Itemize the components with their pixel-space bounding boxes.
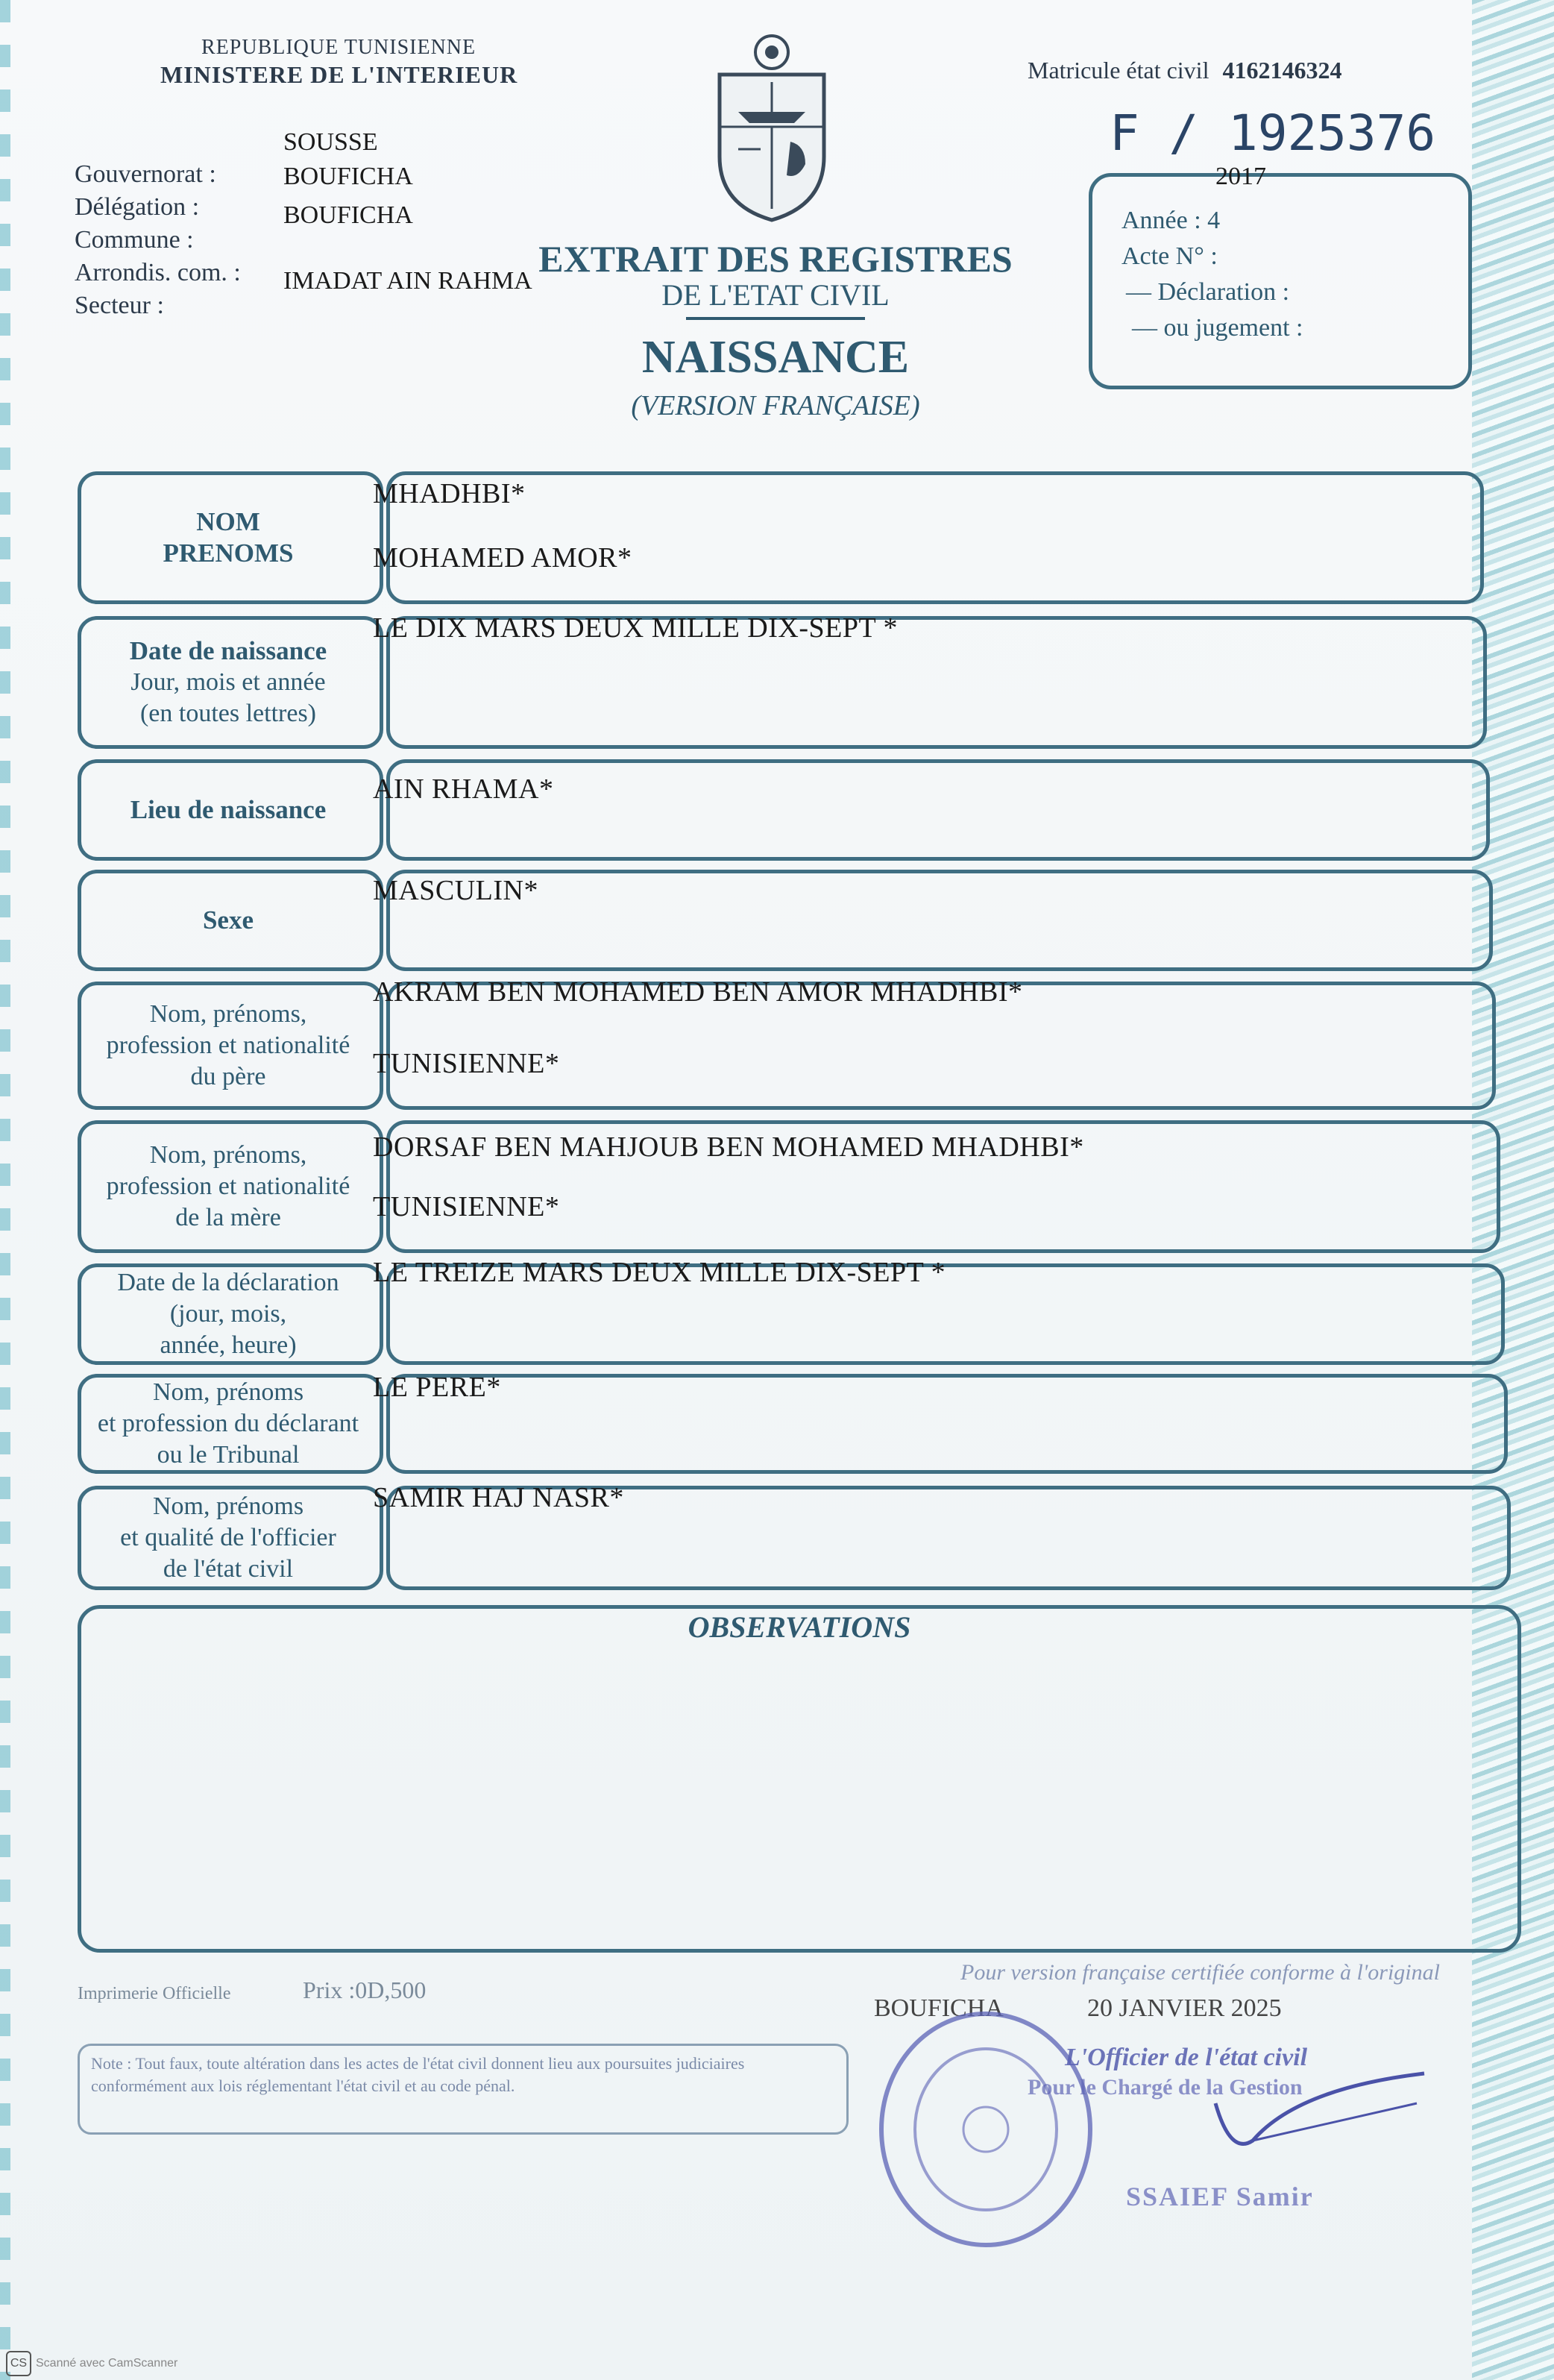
row-label xyxy=(78,982,379,1110)
row-value: LE TREIZE MARS DEUX MILLE DIX-SEPT * xyxy=(373,1257,946,1288)
admin-labels xyxy=(75,158,241,322)
left-edge-pattern xyxy=(0,0,10,2380)
row-label-line: et qualité de l'officier xyxy=(120,1524,336,1551)
title-line1: EXTRAIT DES REGISTRES xyxy=(538,238,1013,280)
officer-role: Pour le Chargé de la Gestion xyxy=(1028,2075,1303,2100)
officer-title: L'Officier de l'état civil xyxy=(1065,2044,1308,2071)
place-label: BOUFICHA xyxy=(874,1994,1004,2022)
arrondissement-label: Arrondis. com. : xyxy=(75,259,241,286)
camscanner-logo-icon: CS xyxy=(6,2351,31,2376)
row-value: AIN RHAMA* xyxy=(373,773,554,805)
observations-box xyxy=(78,1605,1521,1953)
row-value: MHADHBI* xyxy=(373,478,526,509)
row-value: AKRAM BEN MOHAMED BEN AMOR MHADHBI* xyxy=(373,976,1023,1008)
observations-title: OBSERVATIONS xyxy=(688,1610,911,1644)
annee-label: Année : 4 xyxy=(1122,207,1221,234)
serial-prefix: F / xyxy=(1110,104,1199,162)
row-label-line: Nom, prénoms xyxy=(152,1378,304,1406)
row-label-line: Date de la déclaration xyxy=(117,1269,339,1296)
row-label-line: de la mère xyxy=(175,1204,281,1231)
row-label-line: profession et nationalité xyxy=(106,1032,350,1059)
commune-label: Commune : xyxy=(75,226,194,254)
secteur-label: Secteur : xyxy=(75,292,164,319)
row-value: TUNISIENNE* xyxy=(373,1048,560,1079)
row-label-line: de l'état civil xyxy=(163,1555,294,1583)
matricule-label: Matricule état civil xyxy=(1028,57,1209,84)
row-label-bold: PRENOMS xyxy=(163,539,294,568)
row-label xyxy=(78,471,379,604)
delegation-value: BOUFICHA xyxy=(283,163,413,190)
note-text: Note : Tout faux, toute altération dans les actes de l'état civil donnent lieu aux poursuites judiciaires conformément aux lois réglementant l'état civil et au code pénal. xyxy=(91,2054,745,2095)
imprimerie-label: Imprimerie Officielle xyxy=(78,1984,231,2003)
title-version: (VERSION FRANÇAISE) xyxy=(631,390,920,421)
title-line2: DE L'ETAT CIVIL xyxy=(661,278,890,312)
certified-label: Pour version française certifiée conforme à l'original xyxy=(960,1960,1440,1985)
row-label-line: ou le Tribunal xyxy=(157,1441,300,1469)
row-label xyxy=(78,870,379,971)
row-label-bold: Date de naissance xyxy=(129,636,327,665)
row-value-box xyxy=(386,870,1493,971)
row-label-line: Nom, prénoms xyxy=(152,1492,304,1520)
row-label xyxy=(78,1263,379,1365)
scanner-label: Scanné avec CamScanner xyxy=(36,2357,178,2370)
acte-number-label: Acte N° : xyxy=(1122,242,1218,270)
matricule-value: 4162146324 xyxy=(1222,57,1342,84)
row-label-line: (jour, mois, xyxy=(169,1300,287,1328)
title-underline xyxy=(686,317,865,320)
row-label xyxy=(78,759,379,861)
municipal-stamp-icon xyxy=(874,2006,1098,2252)
delegation-label: Délégation : xyxy=(75,193,200,221)
date-label: 20 JANVIER 2025 xyxy=(1087,1994,1282,2022)
gouvernorat-value: SOUSSE xyxy=(283,128,378,156)
jugement-label: — ou jugement : xyxy=(1132,314,1303,342)
row-value-box xyxy=(386,1374,1508,1474)
ministry-label: MINISTERE DE L'INTERIEUR xyxy=(160,61,518,88)
row-value: LE DIX MARS DEUX MILLE DIX-SEPT * xyxy=(373,612,898,644)
gouvernorat-label: Gouvernorat : xyxy=(75,160,216,188)
row-value: SAMIR HAJ NASR* xyxy=(373,1482,624,1513)
row-label-line: année, heure) xyxy=(160,1331,297,1359)
title-main: NAISSANCE xyxy=(641,332,910,383)
row-label-line: du père xyxy=(190,1063,266,1090)
row-label-bold: Lieu de naissance xyxy=(130,795,327,824)
declaration-label: — Déclaration : xyxy=(1126,278,1290,306)
signature-icon xyxy=(1208,2059,1432,2163)
coat-of-arms-icon xyxy=(708,30,835,224)
row-label xyxy=(78,1374,379,1474)
matricule xyxy=(1028,57,1341,84)
row-value: MOHAMED AMOR* xyxy=(373,542,632,574)
row-label-line: et profession du déclarant xyxy=(97,1410,359,1437)
row-value: MASCULIN* xyxy=(373,875,538,906)
secteur-value: IMADAT AIN RAHMA xyxy=(283,267,532,295)
serial-value: 1925376 xyxy=(1227,104,1436,162)
commune-value: BOUFICHA xyxy=(283,201,413,229)
row-label xyxy=(78,1120,379,1253)
acte-box-fields xyxy=(1122,203,1303,346)
row-label-bold: Sexe xyxy=(202,905,254,935)
row-label xyxy=(78,1486,379,1590)
republic-label: REPUBLIQUE TUNISIENNE xyxy=(201,36,476,59)
row-value-box xyxy=(386,471,1484,604)
row-label-line: profession et nationalité xyxy=(106,1172,350,1200)
officer-name: SSAIEF Samir xyxy=(1126,2182,1314,2211)
row-value: TUNISIENNE* xyxy=(373,1191,560,1222)
row-label-line: Nom, prénoms, xyxy=(149,1000,307,1028)
year-stamp: 2017 xyxy=(1215,163,1266,190)
row-label xyxy=(78,616,379,749)
row-label-line: (en toutes lettres) xyxy=(139,700,317,727)
row-value: LE PERE* xyxy=(373,1372,501,1403)
row-label-bold: NOM xyxy=(196,507,260,536)
price-label: Prix :0D,500 xyxy=(303,1976,427,2003)
row-label-line: Jour, mois et année xyxy=(130,668,326,696)
row-label-line: Nom, prénoms, xyxy=(149,1141,307,1169)
row-value: DORSAF BEN MAHJOUB BEN MOHAMED MHADHBI* xyxy=(373,1131,1084,1163)
serial-number xyxy=(1110,104,1435,162)
